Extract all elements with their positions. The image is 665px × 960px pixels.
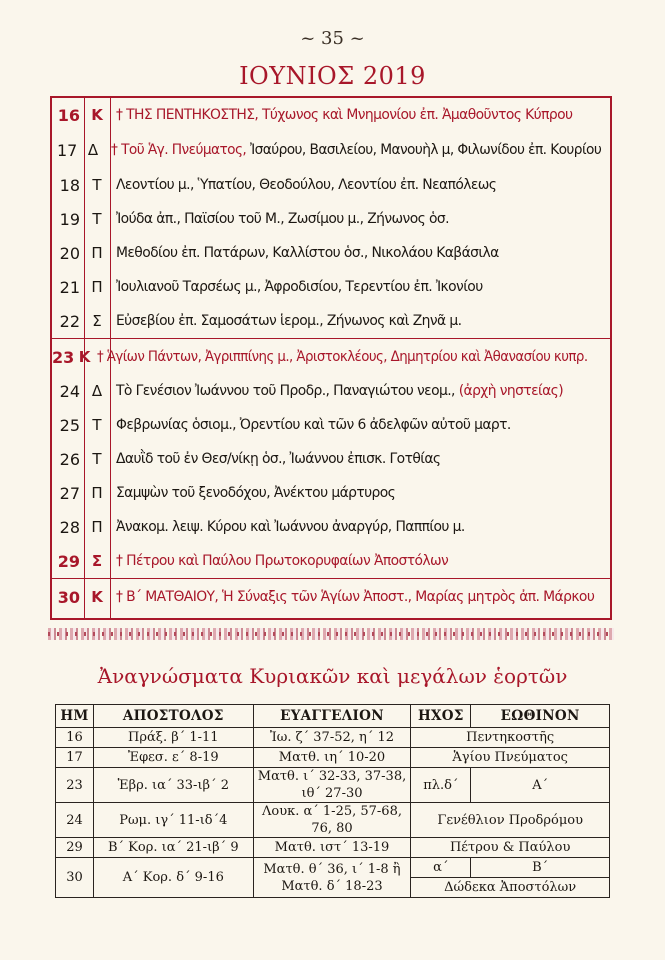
day-number: 28 [59,517,80,537]
weekday-letter: Κ [78,348,91,366]
calendar-row [52,580,610,614]
saints-line: Δαυῒδ τοῦ ἐν Θεσ/νίκῃ ὁσ., Ἰωάννου ἐπισκ. Γοτθίας [116,451,441,467]
weekday-letter: Τ [92,450,102,468]
saints-line: Τὸ Γενέσιον Ἰωάννου τοῦ Προδρ., Παναγιώτου νεομ., [116,383,455,399]
table-header-row [56,705,610,728]
day-number: 18 [59,175,80,195]
calendar-row [52,510,610,544]
calendar-frame [50,96,612,620]
apostolos-cell: Πράξ. β΄ 1-11 [93,728,253,748]
day-cell: 17 [56,748,94,768]
saints-line: Εὐσεβίου ἐπ. Σαμοσάτων ἱερομ., Ζήνωνος καὶ Ζηνᾶ μ. [116,313,462,329]
evangelion-cell: Ματθ. θ΄ 36, ι΄ 1-8 ἢ Ματθ. δ΄ 18-23 [253,858,411,898]
saints-text [110,589,610,605]
saints-text [110,451,610,467]
day-cell: 30 [56,858,94,898]
saints-line: † Β΄ ΜΑΤΘΑΙΟΥ, Ἡ Σύναξις τῶν Ἁγίων Ἀποστ., Μαρίας μητρὸς ἀπ. Μάρκου [116,589,595,605]
weekday-letter: Τ [92,176,102,194]
page-number: ~ 35 ~ [300,28,365,49]
calendar-row [52,476,610,510]
weekday-letter: Π [91,278,103,296]
calendar-row [52,236,610,270]
saints-text [110,417,610,433]
month-title: ΙΟΥΝΙΟΣ 2019 [239,62,426,90]
day-number: 17 [56,140,78,160]
day-number: 19 [59,209,80,229]
calendar-row [52,133,610,167]
calendar-row [52,168,610,202]
feast-red-text: † Τοῦ Ἁγ. Πνεύματος, [110,142,247,158]
feast-cell: Γενέθλιον Προδρόμου [411,803,610,838]
day-number: 20 [59,243,80,263]
feast-cell: Πεντηκοστῆς [411,728,610,748]
saints-line: Φεβρωνίας ὁσιομ., Ὀρεντίου καὶ τῶν 6 ἀδελφῶν αὐτοῦ μαρτ. [116,417,511,433]
header-apostolos: ΑΠΟΣΤΟΛΟΣ [93,705,253,728]
apostolos-cell: Ἑβρ. ια΄ 33-ιβ΄ 2 [93,768,253,803]
saints-text [110,279,610,295]
saints-line: † ΤΗΣ ΠΕΝΤΗΚΟΣΤΗΣ, Τύχωνος καὶ Μνημονίου ἐπ. Ἀμαθοῦντος Κύπρου [116,107,573,123]
eothinon-cell: Β΄ [471,858,610,878]
weekday-letter: Σ [91,552,103,570]
day-number: 24 [59,381,80,401]
day-number: 22 [59,311,80,331]
apostolos-cell: Ρωμ. ιγ΄ 11-ιδ΄4 [93,803,253,838]
calendar-row [52,304,610,339]
table-row [56,748,610,768]
weekday-letter: Π [91,244,103,262]
day-cell: 24 [56,803,94,838]
calendar-row [52,374,610,408]
day-number: 30 [57,587,80,607]
feast-cell: Δώδεκα Ἀποστόλων [411,878,610,898]
day-number: 29 [57,551,80,571]
header-day: ΗΜ [56,705,94,728]
header-eothinon: ΕΩΘΙΝΟΝ [471,705,610,728]
table-row [56,838,610,858]
saints-text [110,245,610,261]
day-cell: 16 [56,728,94,748]
echos-cell: α΄ [411,858,471,878]
saints-line: Ἀνακομ. λειψ. Κύρου καὶ Ἰωάννου ἀναργύρ, Παππίου μ. [116,519,465,535]
day-number: 16 [57,105,80,125]
weekday-letter: Τ [92,210,102,228]
saints-line: † Ἁγίων Πάντων, Ἀγριππίνης μ., Ἀριστοκλέους, Δημητρίου καὶ Ἀθανασίου κυπρ. [96,349,588,365]
saints-text [105,142,610,158]
saints-text [110,383,610,399]
feast-cell: Ἁγίου Πνεύματος [411,748,610,768]
apostolos-cell: Α΄ Κορ. δ΄ 9-16 [93,858,253,898]
fast-note: (ἀρχὴ νηστείας) [458,383,564,399]
day-number: 21 [59,277,80,297]
saints-line: Ἰούδα ἀπ., Παϊσίου τοῦ Μ., Ζωσίμου μ., Ζήνωνος ὁσ. [116,211,449,227]
saints-text [91,349,610,365]
day-cell: 29 [56,838,94,858]
saints-text [110,313,610,329]
readings-title: Ἀναγνώσματα Κυριακῶν καὶ μεγάλων ἑορτῶν [97,664,568,688]
calendar-row [52,98,610,132]
header-echos: ΗΧΟΣ [411,705,471,728]
evangelion-cell: Λουκ. α΄ 1-25, 57-68, 76, 80 [253,803,411,838]
table-row [56,768,610,803]
saints-line: Σαμψὼν τοῦ ξενοδόχου, Ἀνέκτου μάρτυρος [116,485,396,501]
apostolos-cell: Ἐφεσ. ε΄ 8-19 [93,748,253,768]
calendar-row [52,270,610,304]
saints-line: Λεοντίου μ., Ὑπατίου, Θεοδούλου, Λεοντίου ἐπ. Νεαπόλεως [116,177,497,193]
feast-cell: Πέτρου & Παύλου [411,838,610,858]
weekday-letter: Τ [92,416,102,434]
calendar-row [52,408,610,442]
saints-text [110,519,610,535]
day-cell: 23 [56,768,94,803]
calendar-row [52,202,610,236]
table-row [56,803,610,838]
calendar-row [52,442,610,476]
day-number: 27 [59,483,80,503]
evangelion-cell: Ματθ. ιη΄ 10-20 [253,748,411,768]
saints-line: Μεθοδίου ἐπ. Πατάρων, Καλλίστου ὁσ., Νικολάου Καβάσιλα [116,245,499,261]
weekday-letter: Δ [91,382,103,400]
echos-cell: πλ.δ΄ [411,768,471,803]
saints-line: Ἰουλιανοῦ Ταρσέως μ., Ἀφροδισίου, Τερεντίου ἐπ. Ἰκονίου [116,279,483,295]
saints-text [110,177,610,193]
saints-line: † Πέτρου καὶ Παύλου Πρωτοκορυφαίων Ἀποστόλων [116,553,449,569]
apostolos-cell: Β΄ Κορ. ια΄ 21-ιβ΄ 9 [93,838,253,858]
saints-text [110,107,610,123]
readings-table [55,704,610,898]
evangelion-cell: Ἰω. ζ΄ 37-52, η΄ 12 [253,728,411,748]
saints-rest-text: Ἰσαύρου, Βασιλείου, Μανουὴλ μ, Φιλωνίδου ἐπ. Κουρίου [246,142,602,158]
evangelion-cell: Ματθ. ι΄ 32-33, 37-38, ιθ΄ 27-30 [253,768,411,803]
saints-text [110,485,610,501]
table-row [56,858,610,878]
calendar-row [52,340,610,374]
weekday-letter: Κ [91,106,103,124]
weekday-letter: Δ [87,141,99,159]
weekday-letter: Σ [92,312,102,330]
calendar-row [52,544,610,579]
table-row [56,728,610,748]
saints-text [110,553,610,569]
header-evangelion: ΕΥΑΓΓΕΛΙΟΝ [253,705,411,728]
weekday-letter: Κ [91,588,103,606]
saints-text [110,211,610,227]
day-number: 26 [59,449,80,469]
evangelion-cell: Ματθ. ιστ΄ 13-19 [253,838,411,858]
weekday-letter: Π [91,518,103,536]
day-number: 23 [52,347,75,367]
eothinon-cell: Α΄ [471,768,610,803]
weekday-letter: Π [91,484,103,502]
day-number: 25 [59,415,80,435]
